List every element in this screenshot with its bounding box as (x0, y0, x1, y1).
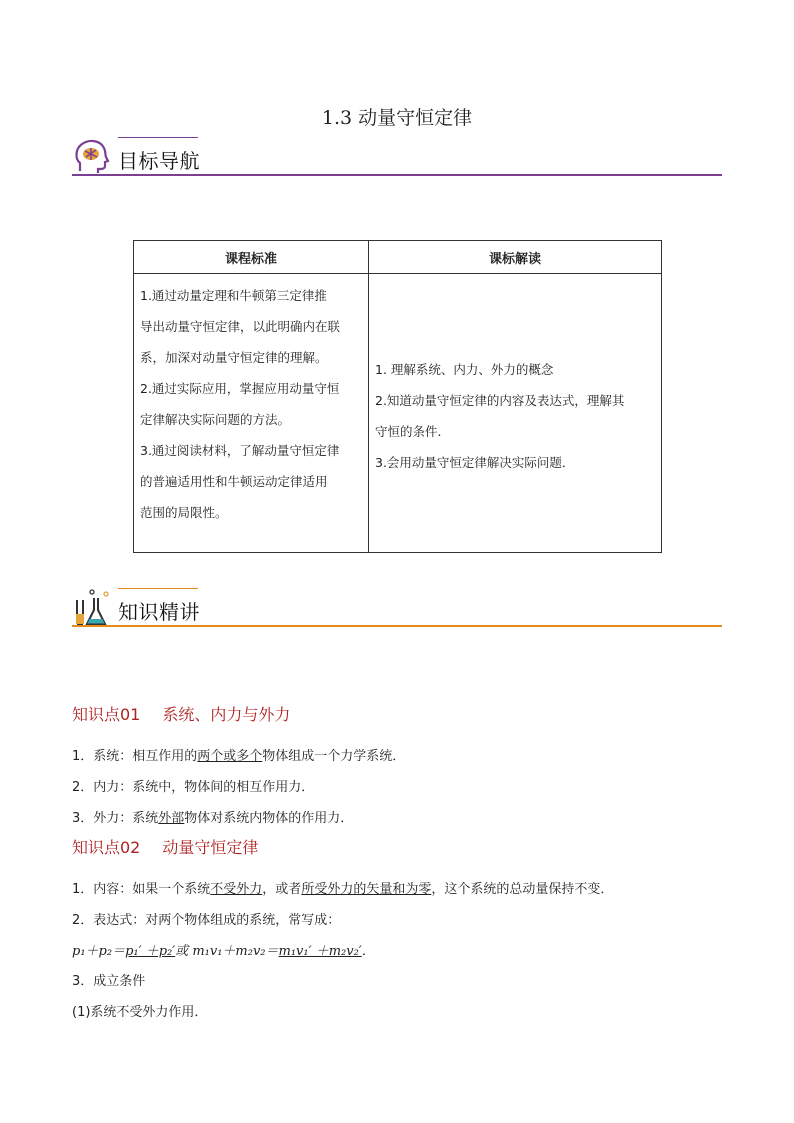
standards-cell (134, 274, 369, 553)
formula-text: 或 m₁v₁＋m₂v₂＝ (175, 944, 279, 959)
section-underline (72, 625, 722, 627)
header-accent-line (118, 588, 198, 589)
knowledge-point-heading (72, 702, 290, 725)
interpretation-line: 1. 理解系统、内力、外力的概念 (375, 362, 554, 377)
standards-line: 范围的局限性。 (140, 505, 228, 520)
paragraph-system (72, 745, 405, 764)
table-header-standards: 课程标准 (134, 241, 369, 274)
section-label-knowledge: 知识精讲 (118, 600, 200, 624)
text: 3．外力：系统 (72, 811, 159, 826)
standards-line: 2.通过实际应用，掌握应用动量守恒 (140, 381, 340, 396)
knowledge-point-number: 知识点01 (72, 705, 141, 724)
section-header-knowledge (72, 588, 722, 634)
knowledge-point-number: 知识点02 (72, 838, 141, 857)
standards-line: 导出动量守恒定律，以此明确内在联 (140, 319, 341, 334)
brain-icon (72, 137, 112, 177)
formula-text: p₁＋p₂＝ (72, 944, 126, 959)
table-header-interpretation: 课标解读 (369, 241, 662, 274)
standards-line: 3.通过阅读材料，了解动量守恒定律 (140, 443, 340, 458)
paragraph-content (72, 878, 613, 897)
text: 物体组成一个力学系统． (262, 749, 406, 764)
paragraph-conditions: 3．成立条件 (72, 974, 146, 989)
standards-line: 系，加深对动量守恒定律的理解。 (140, 350, 328, 365)
underlined-text: 所受外力的矢量和为零 (301, 882, 432, 897)
interpretation-line: 守恒的条件. (375, 424, 442, 439)
section-underline (72, 174, 722, 176)
page-title: 1.3 动量守恒定律 (321, 107, 473, 129)
paragraph-expression: 2．表达式：对两个物体组成的系统，常写成： (72, 913, 341, 928)
flask-icon (72, 588, 112, 628)
standards-line: 1.通过动量定理和牛顿第三定律推 (140, 288, 327, 303)
momentum-formula (72, 940, 375, 959)
standards-line: 的普遍适用性和牛顿运动定律适用 (140, 474, 328, 489)
standards-line: 定律解决实际问题的方法。 (140, 412, 291, 427)
text: 物体对系统内物体的作用力． (184, 811, 354, 826)
text: ，或者 (262, 882, 302, 897)
text: 1．系统：相互作用的 (72, 749, 198, 764)
knowledge-point-title: 系统、内力与外力 (162, 705, 291, 724)
interpretation-line: 2.知道动量守恒定律的内容及表达式，理解其 (375, 393, 625, 408)
formula-text: ． (361, 944, 375, 959)
course-standards-table (133, 240, 662, 553)
interpretation-line: 3.会用动量守恒定律解决实际问题． (375, 455, 575, 470)
paragraph-internal-force: 2．内力：系统中，物体间的相互作用力． (72, 780, 315, 795)
formula-underlined: m₁v₁′ ＋m₂v₂′ (278, 944, 362, 959)
paragraph-condition-1: (1)系统不受外力作用． (72, 1005, 208, 1020)
text: 1．内容：如果一个系统 (72, 882, 211, 897)
text: ，这个系统的总动量保持不变． (431, 882, 614, 897)
underlined-text: 两个或多个 (197, 749, 263, 764)
header-accent-line (118, 137, 198, 138)
underlined-text: 外部 (158, 811, 185, 826)
section-header-goal (72, 137, 722, 183)
underlined-text: 不受外力 (210, 882, 263, 897)
paragraph-external-force (72, 807, 353, 826)
knowledge-point-heading (72, 835, 258, 858)
knowledge-point-title: 动量守恒定律 (162, 838, 259, 857)
formula-underlined: p₁′ ＋p₂′ (125, 944, 176, 959)
section-label-goal: 目标导航 (118, 149, 200, 173)
interpretation-cell (369, 274, 662, 553)
